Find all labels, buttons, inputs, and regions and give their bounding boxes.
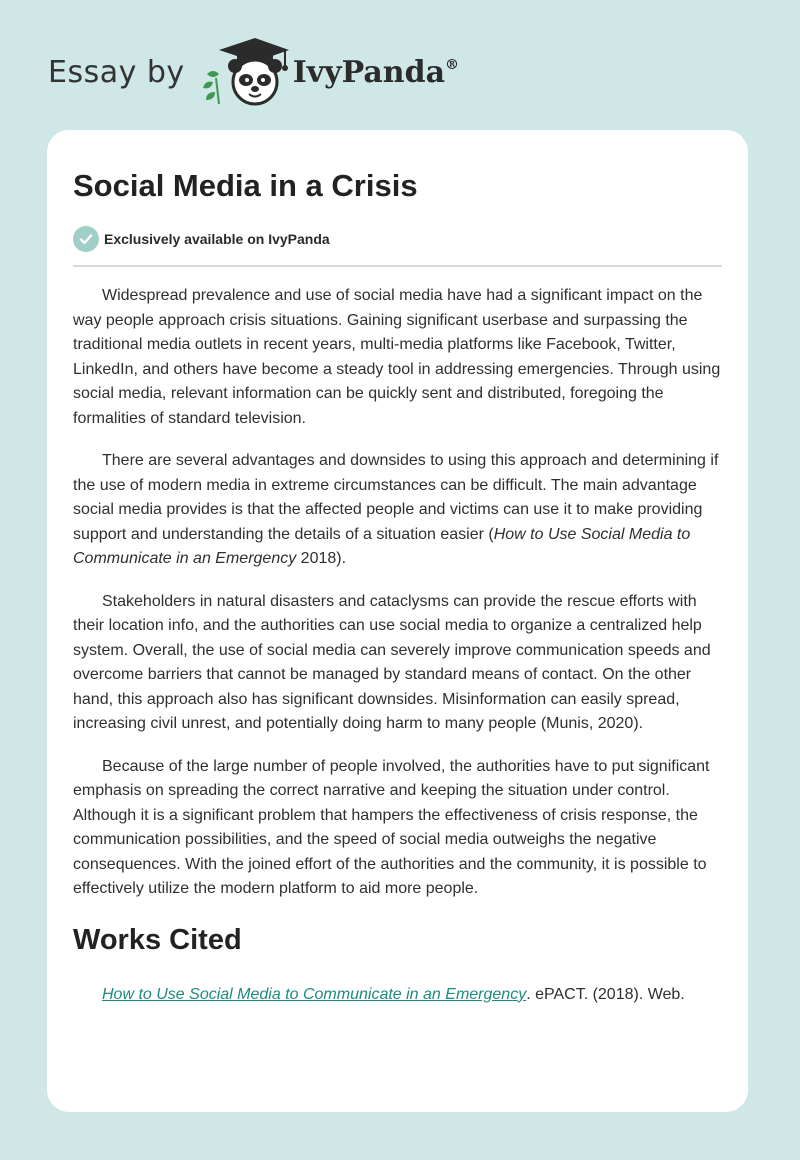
paragraph-2: [73, 449, 722, 572]
paragraph-3: Stakeholders in natural disasters and cataclysms can provide the rescue efforts with their location info, and the authorities can use social media to organize a centralized help system. Overall, the use of social media can severely improve communication speeds and overcome barriers that cannot be managed by standard means of contact. On the other hand, this approach also has significant downsides. Misinformation can easily spread, increasing civil unrest, and potentially doing harm to many people (Munis, 2020).: [73, 592, 711, 732]
works-cited-heading: Works Cited: [73, 923, 242, 956]
brand-name-text: IvyPanda: [292, 54, 446, 90]
check-circle-icon: [73, 226, 99, 252]
paragraph-2-text-b: 2018).: [296, 550, 347, 567]
page-title: Social Media in a Crisis: [73, 168, 418, 203]
registered-mark: ®: [445, 56, 460, 73]
citation-rest: . ePACT. (2018). Web.: [526, 985, 685, 1003]
paragraph-2-citation-title: How to Use Social Media to Communicate in an Emergency: [73, 525, 691, 567]
paragraph-2-text-a: There are several advantages and downsides to using this approach and determining if the use of modern media in extreme circumstances can be difficult. The main advantage social media provides is that the affected people and victims can use it to make providing support and understanding the details of a situation easier (: [73, 452, 719, 543]
brand-header: [48, 36, 459, 108]
exclusive-badge: [73, 226, 722, 252]
exclusive-label: Exclusively available on IvyPanda: [104, 231, 330, 247]
citation-entry: [73, 983, 722, 1007]
citation-link[interactable]: How to Use Social Media to Communicate in an Emergency: [102, 985, 527, 1003]
essay-card: [47, 130, 748, 1112]
brand-name[interactable]: [293, 55, 459, 90]
paragraph-4: Because of the large number of people involved, the authorities have to put significant emphasis on spreading the correct narrative and keeping the situation under control. Although it is a significant problem that hampers the effectiveness of crisis response, the communication possibilities, and the speed of social media outweighs the negative consequences. With the joined effort of the authorities and the community, it is possible to effectively utilize the modern platform to aid more people.: [73, 757, 710, 897]
brand-prefix: Essay by: [48, 54, 185, 90]
title-divider: [73, 265, 722, 267]
panda-logo-icon[interactable]: [199, 36, 291, 108]
paragraph-1: Widespread prevalence and use of social media have had a significant impact on the way people approach crisis situations. Gaining significant userbase and surpassing the traditional media outlets in recent years, multi-media platforms like Facebook, Twitter, LinkedIn, and others have become a steady tool in addressing emergencies. Through using social media, relevant information can be quickly sent and distributed, foregoing the formalities of standard television.: [73, 287, 721, 427]
essay-body: [73, 284, 722, 902]
